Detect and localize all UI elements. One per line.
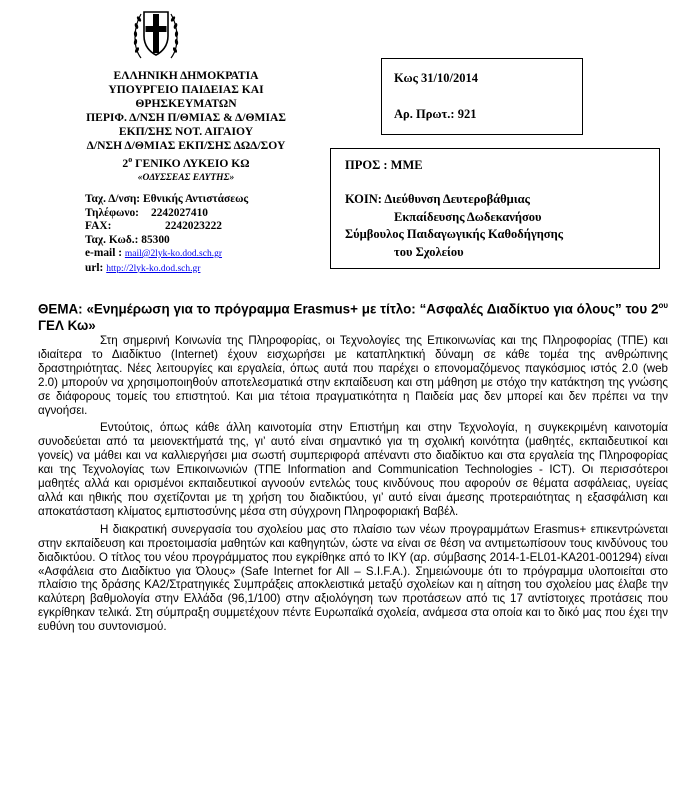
phone-row: Τηλέφωνο: 2242027410	[85, 206, 208, 219]
header-line-republic: ΕΛΛΗΝΙΚΗ ΔΗΜΟΚΡΑΤΙΑ	[113, 69, 259, 82]
email-link[interactable]: mail@2lyk-ko.dod.sch.gr	[124, 249, 223, 259]
address-row: Ταχ. Δ/νση: Εθνικής Αντιστάσεως	[85, 193, 249, 205]
school-name: «ΟΔΥΣΣΕΑΣ ΕΛΥΤΗΣ»	[137, 172, 235, 183]
cc-line-1: ΚΟΙΝ: Διεύθυνση Δευτεροβάθμιας	[345, 192, 530, 206]
header-line-ministry: ΥΠΟΥΡΓΕΙΟ ΠΑΙΔΕΙΑΣ ΚΑΙ	[108, 83, 264, 96]
date-protocol-box	[381, 58, 583, 135]
body-paragraph-3: Η διακρατική συνεργασία του σχολείου μας στο πλαίσιο των νέων προγραμμάτων Erasmus+ επικεντρώνεται στην εκπαίδευση και προετοιμασία μαθητών και καθηγητών, ώστε να είναι σε θέση να αντιμετωπίσουν τους κινδύνους του διαδικτύου. Ο τίτλος του νέου προγράμματος που εγκρίθηκε από το ΙΚΥ (αρ. σύμβασης 2014-1-EL01-KA201-001294) είναι «Ασφάλεια στο Διαδίκτυο για Όλους» (Safe Internet for All – S.I.F.A.). Σημειώνουμε ότι το πρόγραμμα υλοποιείται στο πλαίσιο της δράσης ΚΑ2/Στρατηγικές Συμπράξεις αποκλειστικά μεταξύ σχολείων και η αίτηση του σχολείου μας έλαβε την καλύτερη βαθμολογία στην Ελλάδα (96,1/100) στην αξιολόγηση των προτάσεων από τις 17 αντίστοιχες προτάσεις που εγκρίθηκαν τελικά. Στη σύμπραξη συμμετέχουν πέντε Ευρωπαϊκά σχολεία, ανάμεσα στα οποία και το δικό μας που έχει την ευθύνη του συντονισμού.	[38, 522, 668, 634]
recipient-cc	[345, 191, 655, 261]
contact-details	[85, 193, 315, 276]
cc-line-4: του Σχολείου	[394, 244, 464, 259]
document-body	[38, 334, 668, 638]
cc-line-3: Σύμβουλος Παιδαγωγικής Καθοδήγησης	[345, 227, 563, 241]
protocol-number: Αρ. Πρωτ.: 921	[394, 107, 477, 121]
document-subject: ΘΕΜΑ: «Ενημέρωση για το πρόγραμμα Erasmus+ με τίτλο: “Ασφαλές Διαδίκτυο για όλους” του $2^{o\upsilon}$ ΓΕΛ Κω»	[38, 301, 668, 334]
place-date: Κως 31/10/2014	[394, 71, 478, 85]
cc-line-2: Εκπαίδευσης Δωδεκανήσου	[394, 209, 542, 224]
body-paragraph-1: Στη σημερινή Κοινωνία της Πληροφορίας, οι Τεχνολογίες της Επικοινωνίας και της Πληροφορίας (ΤΠΕ) και ιδιαίτερα το Διαδίκτυο (Internet) έχουν εισχωρήσει με καταπληκτική δύναμη σε κάθε τομέα της ανθρώπινης δραστηριότητας. Νέες λειτουργίες και εργαλεία, όπως αυτά που παρέχει ο επονομαζόμενος παγκόσμιος ιστός 2.0 (web 2.0) μπορούν να χρησιμοποιηθούν αποτελεσματικά στην εκπαίδευση και στη μάθηση με στόχο την κατάκτηση της γνώσης σε διάφορους τομείς του επιστητού. Και μια τέτοια πραγματικότητα η Παιδεία μας δεν μπορεί και δεν πρέπει να την αγνοήσει.	[38, 334, 668, 417]
body-paragraph-2: Εντούτοις, όπως κάθε άλλη καινοτομία στην Επιστήμη και στην Τεχνολογία, η συγκεκριμένη καινοτομία συνοδεύεται από τα μειονεκτήματά της, γι’ αυτό είναι σημαντικό για τη σχολική κοινότητα (μαθητές, εκπαιδευτικοί και γονείς) να μάθει και να καλλιεργήσει μια σωστή συμπεριφορά απέναντι στο διαδίκτυο και στα εργαλεία της Πληροφορίας και της Τεχνολογίας των Επικοινωνιών (ΤΠΕ Information and Communication Technologies - ICT). Οι περισσότεροι μαθητές αλλά και ορισμένοι εκπαιδευτικοί αγνοούν εντελώς τους κινδύνους που αφορούν σε θέματα ασφάλειας, υγείας αλλά και ηθικής που σχετίζονται με τη χρήση του διαδικτύου, γι’ αυτό είναι άμεσης προτεραιότητας η εξασφάλιση και αποκατάσταση κλίματος εμπιστοσύνης μέσα στη σύγχρονη Πληροφοριακή Βαβέλ.	[38, 421, 668, 518]
header-line-directorate: Δ/ΝΣΗ Δ/ΘΜΙΑΣ ΕΚΠ/ΣΗΣ ΔΩΔ/ΣΟΥ	[86, 139, 286, 152]
recipient-to: ΠΡΟΣ : ΜΜΕ	[345, 158, 423, 172]
greek-coat-of-arms-icon	[131, 2, 181, 64]
url-row: url: http://2lyk-ko.dod.sch.gr	[85, 261, 201, 274]
header-line-region: ΕΚΠ/ΣΗΣ ΝΟΤ. ΑΙΓΑΙΟΥ	[118, 125, 254, 138]
fax-row: FAX: 2242023222	[85, 220, 222, 232]
website-link[interactable]: http://2lyk-ko.dod.sch.gr	[106, 263, 201, 274]
recipients-box	[330, 148, 660, 269]
school-title: $2^o$ ΓΕΝΙΚΟ ΛΥΚΕΙΟ ΚΩ	[122, 155, 250, 170]
issuer-header	[64, 69, 308, 185]
header-line-regional-directorate: ΠΕΡΙΦ. Δ/ΝΣΗ Π/ΘΜΙΑΣ & Δ/ΘΜΙΑΣ	[86, 111, 286, 124]
header-line-ministry-cont: ΘΡΗΣΚΕΥΜΑΤΩΝ	[135, 97, 237, 110]
zip-row: Ταχ. Κωδ.: 85300	[85, 233, 170, 246]
email-row: e-mail : mail@2lyk-ko.dod.sch.gr	[85, 247, 223, 259]
